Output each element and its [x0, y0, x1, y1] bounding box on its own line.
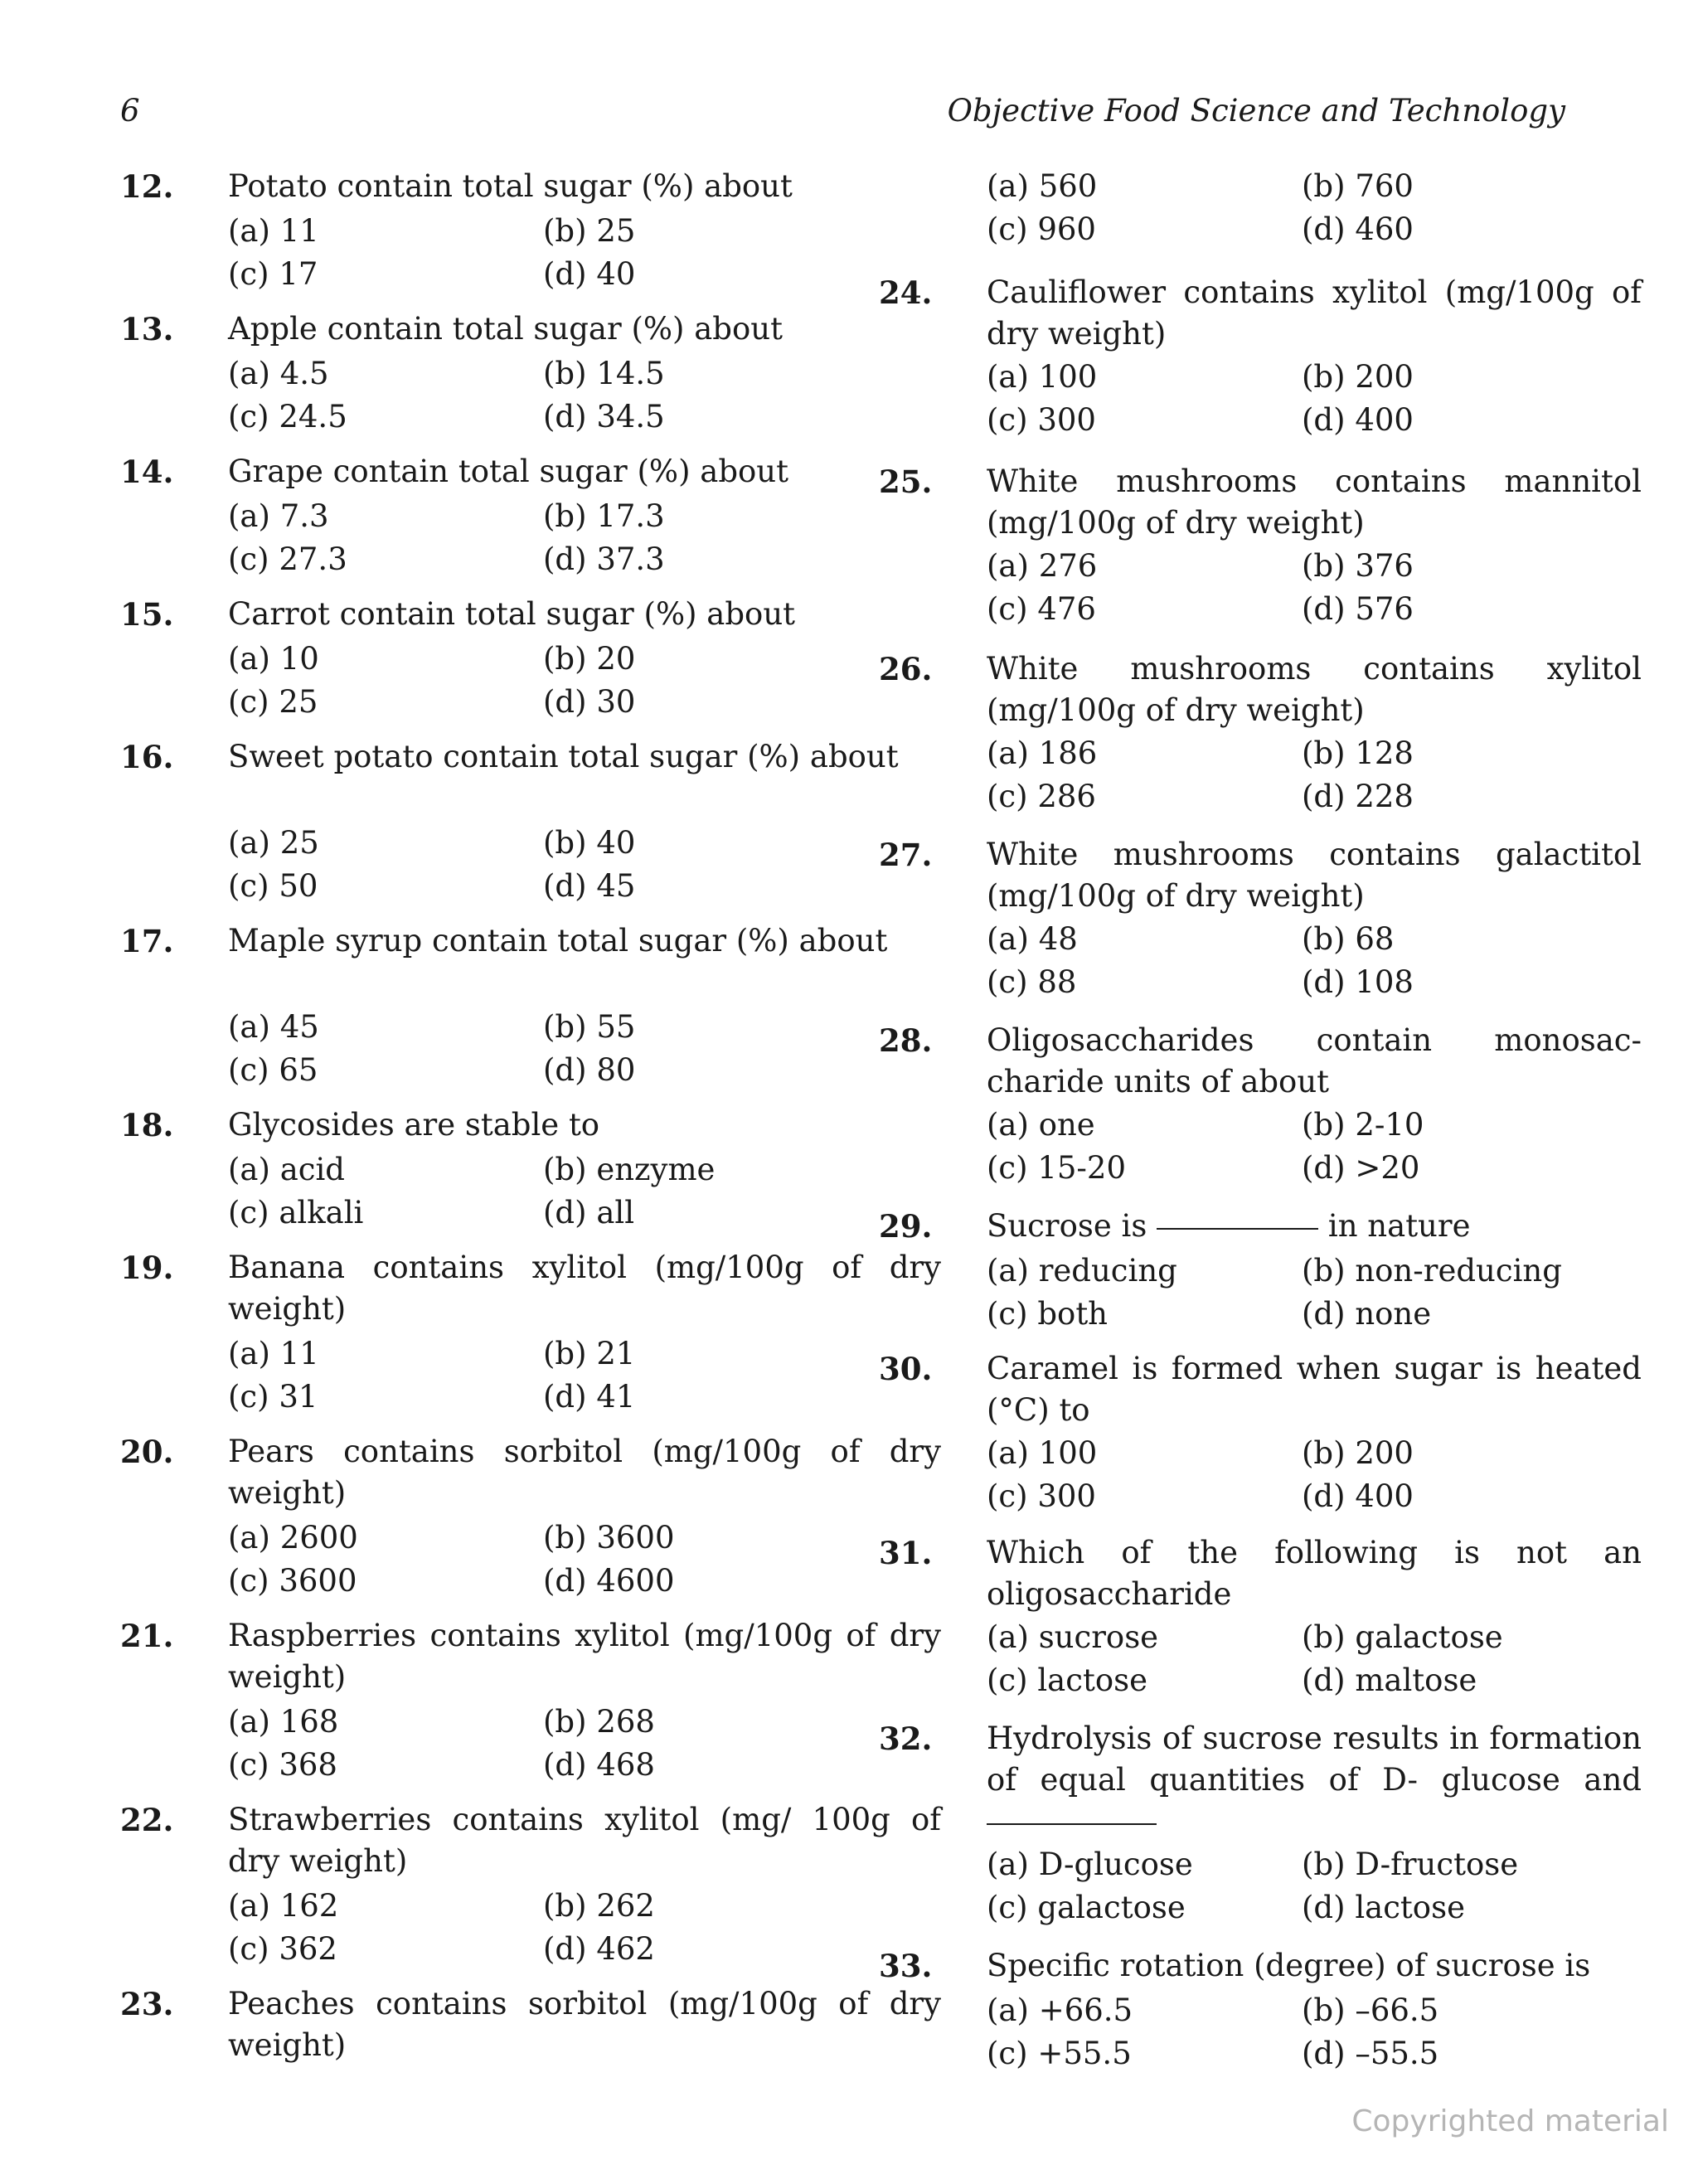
question-number: 15. — [120, 596, 174, 633]
question-number: 19. — [120, 1250, 174, 1286]
option-c: (c) +55.5 — [987, 2036, 1132, 2071]
question-text: Cauliflower contains xylitol (mg/100g of dry weight) — [987, 274, 1642, 352]
option-d: (d) –55.5 — [1302, 2036, 1439, 2071]
option-d: (d) 30 — [543, 684, 636, 720]
option-b: (b) 268 — [543, 1704, 655, 1740]
option-a: (a) 162 — [228, 1888, 339, 1924]
question-number: 23. — [120, 1986, 174, 2022]
option-a: (a) 11 — [228, 1336, 319, 1371]
question-number: 27. — [879, 837, 933, 873]
option-c: (c) 25 — [228, 684, 318, 720]
option-c: (c) 15-20 — [987, 1150, 1127, 1186]
question-number: 29. — [879, 1208, 933, 1245]
option-a: (a) 100 — [987, 1435, 1098, 1471]
question-number: 17. — [120, 923, 174, 959]
question-number: 12. — [120, 168, 174, 205]
option-c: (c) lactose — [987, 1662, 1147, 1698]
option-b: (b) 25 — [543, 213, 636, 249]
option-b: (b) 21 — [543, 1336, 636, 1371]
option-c: (c) alkali — [228, 1195, 364, 1230]
option-a: (a) 48 — [987, 921, 1078, 957]
question-number: 20. — [120, 1434, 174, 1470]
option-d: (d) 468 — [543, 1747, 655, 1783]
question-number: 22. — [120, 1802, 174, 1838]
option-d: (d) 45 — [543, 868, 636, 904]
question-text: Carrot contain total sugar (%) about — [228, 596, 796, 632]
question-text: White mushrooms contains xylitol (mg/100g of dry weight) — [987, 651, 1642, 728]
option-b: (b) enzyme — [543, 1152, 716, 1187]
option-a: (a) 2600 — [228, 1520, 358, 1555]
option-a: (a) 100 — [987, 359, 1098, 395]
option-a: (a) 168 — [228, 1704, 339, 1740]
option-d: (d) >20 — [1302, 1150, 1420, 1186]
question-number: 25. — [879, 463, 933, 500]
option-a: (a) reducing — [987, 1253, 1177, 1289]
option-a: (a) 7.3 — [228, 498, 329, 534]
option-b: (b) 3600 — [543, 1520, 675, 1555]
option-a: (a) 186 — [987, 735, 1098, 771]
option-c: (c) 27.3 — [228, 541, 347, 577]
question-number: 14. — [120, 454, 174, 490]
question-number: 16. — [120, 739, 174, 775]
question-number: 24. — [879, 274, 933, 311]
option-d: (d) maltose — [1302, 1662, 1477, 1698]
option-c: (c) 362 — [228, 1931, 337, 1967]
option-a: (a) 560 — [987, 168, 1098, 204]
option-c: (c) 300 — [987, 1478, 1096, 1514]
question-number: 31. — [879, 1535, 933, 1571]
option-d: (d) lactose — [1302, 1890, 1465, 1925]
option-d: (d) 34.5 — [543, 399, 665, 434]
question-number: 13. — [120, 311, 174, 347]
option-d: (d) 80 — [543, 1052, 636, 1088]
option-b: (b) 20 — [543, 641, 636, 677]
option-c: (c) galactose — [987, 1890, 1186, 1925]
option-a: (a) D-glucose — [987, 1847, 1193, 1882]
question-number: 21. — [120, 1618, 174, 1654]
question-text: Raspberries contains xylitol (mg/100g of dry weight) — [228, 1618, 941, 1695]
fill-in-blank — [1157, 1228, 1318, 1230]
option-d: (d) all — [543, 1195, 635, 1230]
question-text-before-blank: Hydrolysis of sucrose results in formation of equal quantities of D- glucose and — [987, 1721, 1642, 1798]
question-number: 28. — [879, 1022, 933, 1059]
option-c: (c) 960 — [987, 211, 1096, 247]
question-text: Maple syrup contain total sugar (%) about — [228, 923, 888, 959]
option-a: (a) 10 — [228, 641, 319, 677]
question-text: Strawberries contains xylitol (mg/ 100g of dry weight) — [228, 1802, 941, 1879]
page-number: 6 — [120, 93, 140, 129]
question-text — [987, 1718, 1642, 1842]
option-d: (d) 400 — [1302, 402, 1414, 438]
option-c: (c) 476 — [987, 591, 1096, 627]
question-text: Caramel is formed when sugar is heated (°C) to — [987, 1351, 1642, 1428]
option-d: (d) 4600 — [543, 1563, 675, 1599]
option-c: (c) 286 — [987, 779, 1096, 814]
option-a: (a) one — [987, 1107, 1095, 1143]
question-text: Which of the following is not an oligosaccharide — [987, 1535, 1642, 1612]
option-a: (a) 11 — [228, 213, 319, 249]
option-b: (b) 200 — [1302, 1435, 1414, 1471]
question-text: Pears contains sorbitol (mg/100g of dry weight) — [228, 1434, 941, 1511]
option-b: (b) 128 — [1302, 735, 1414, 771]
question-text — [987, 1206, 1642, 1247]
option-b: (b) 2-10 — [1302, 1107, 1424, 1143]
option-d: (d) 462 — [543, 1931, 655, 1967]
option-c: (c) 368 — [228, 1747, 337, 1783]
option-b: (b) –66.5 — [1302, 1992, 1439, 2028]
question-text: Potato contain total sugar (%) about — [228, 168, 793, 204]
option-d: (d) 400 — [1302, 1478, 1414, 1514]
option-b: (b) non-reducing — [1302, 1253, 1562, 1289]
option-b: (b) galactose — [1302, 1619, 1503, 1655]
question-text: Peaches contains sorbitol (mg/100g of dry weight) — [228, 1986, 941, 2063]
option-d: (d) 228 — [1302, 779, 1414, 814]
question-number: 26. — [879, 651, 933, 687]
option-c: (c) 3600 — [228, 1563, 357, 1599]
option-d: (d) 576 — [1302, 591, 1414, 627]
question-number: 32. — [879, 1721, 933, 1757]
option-b: (b) D-fructose — [1302, 1847, 1519, 1882]
option-b: (b) 40 — [543, 825, 636, 861]
option-b: (b) 760 — [1302, 168, 1414, 204]
question-text: Apple contain total sugar (%) about — [228, 311, 783, 347]
running-header-title: Objective Food Science and Technology — [947, 93, 1565, 129]
option-a: (a) sucrose — [987, 1619, 1159, 1655]
option-b: (b) 262 — [543, 1888, 655, 1924]
option-a: (a) acid — [228, 1152, 345, 1187]
option-b: (b) 55 — [543, 1009, 636, 1045]
question-text: Specific rotation (degree) of sucrose is — [987, 1948, 1591, 1983]
question-text: Sweet potato contain total sugar (%) about — [228, 739, 899, 774]
option-d: (d) 41 — [543, 1379, 636, 1415]
option-d: (d) 40 — [543, 256, 636, 292]
option-a: (a) 276 — [987, 548, 1098, 584]
question-text: White mushrooms contains mannitol (mg/100g of dry weight) — [987, 463, 1642, 541]
question-number: 33. — [879, 1948, 933, 1984]
option-a: (a) 4.5 — [228, 356, 329, 391]
option-d: (d) none — [1302, 1296, 1432, 1332]
question-text: Oligosaccharides contain monosac- charide units of about — [987, 1022, 1642, 1099]
option-d: (d) 460 — [1302, 211, 1414, 247]
option-b: (b) 200 — [1302, 359, 1414, 395]
option-a: (a) +66.5 — [987, 1992, 1133, 2028]
option-c: (c) 50 — [228, 868, 318, 904]
option-c: (c) 17 — [228, 256, 318, 292]
question-text: Glycosides are stable to — [228, 1107, 600, 1143]
option-b: (b) 14.5 — [543, 356, 665, 391]
option-c: (c) 31 — [228, 1379, 318, 1415]
question-text-before-blank: Sucrose is — [987, 1208, 1147, 1244]
option-a: (a) 25 — [228, 825, 319, 861]
option-d: (d) 37.3 — [543, 541, 665, 577]
option-b: (b) 68 — [1302, 921, 1395, 957]
question-text: Banana contains xylitol (mg/100g of dry weight) — [228, 1250, 941, 1327]
fill-in-blank — [987, 1823, 1157, 1825]
option-b: (b) 17.3 — [543, 498, 665, 534]
option-c: (c) both — [987, 1296, 1109, 1332]
option-c: (c) 65 — [228, 1052, 318, 1088]
copyright-watermark: Copyrighted material — [1351, 2104, 1669, 2138]
option-d: (d) 108 — [1302, 964, 1414, 1000]
option-c: (c) 300 — [987, 402, 1096, 438]
option-a: (a) 45 — [228, 1009, 319, 1045]
question-text: White mushrooms contains galactitol (mg/100g of dry weight) — [987, 837, 1642, 914]
question-text-after-blank: in nature — [1327, 1208, 1471, 1244]
option-b: (b) 376 — [1302, 548, 1414, 584]
option-c: (c) 88 — [987, 964, 1077, 1000]
question-text: Grape contain total sugar (%) about — [228, 454, 789, 489]
option-c: (c) 24.5 — [228, 399, 347, 434]
question-number: 30. — [879, 1351, 933, 1387]
question-number: 18. — [120, 1107, 174, 1143]
